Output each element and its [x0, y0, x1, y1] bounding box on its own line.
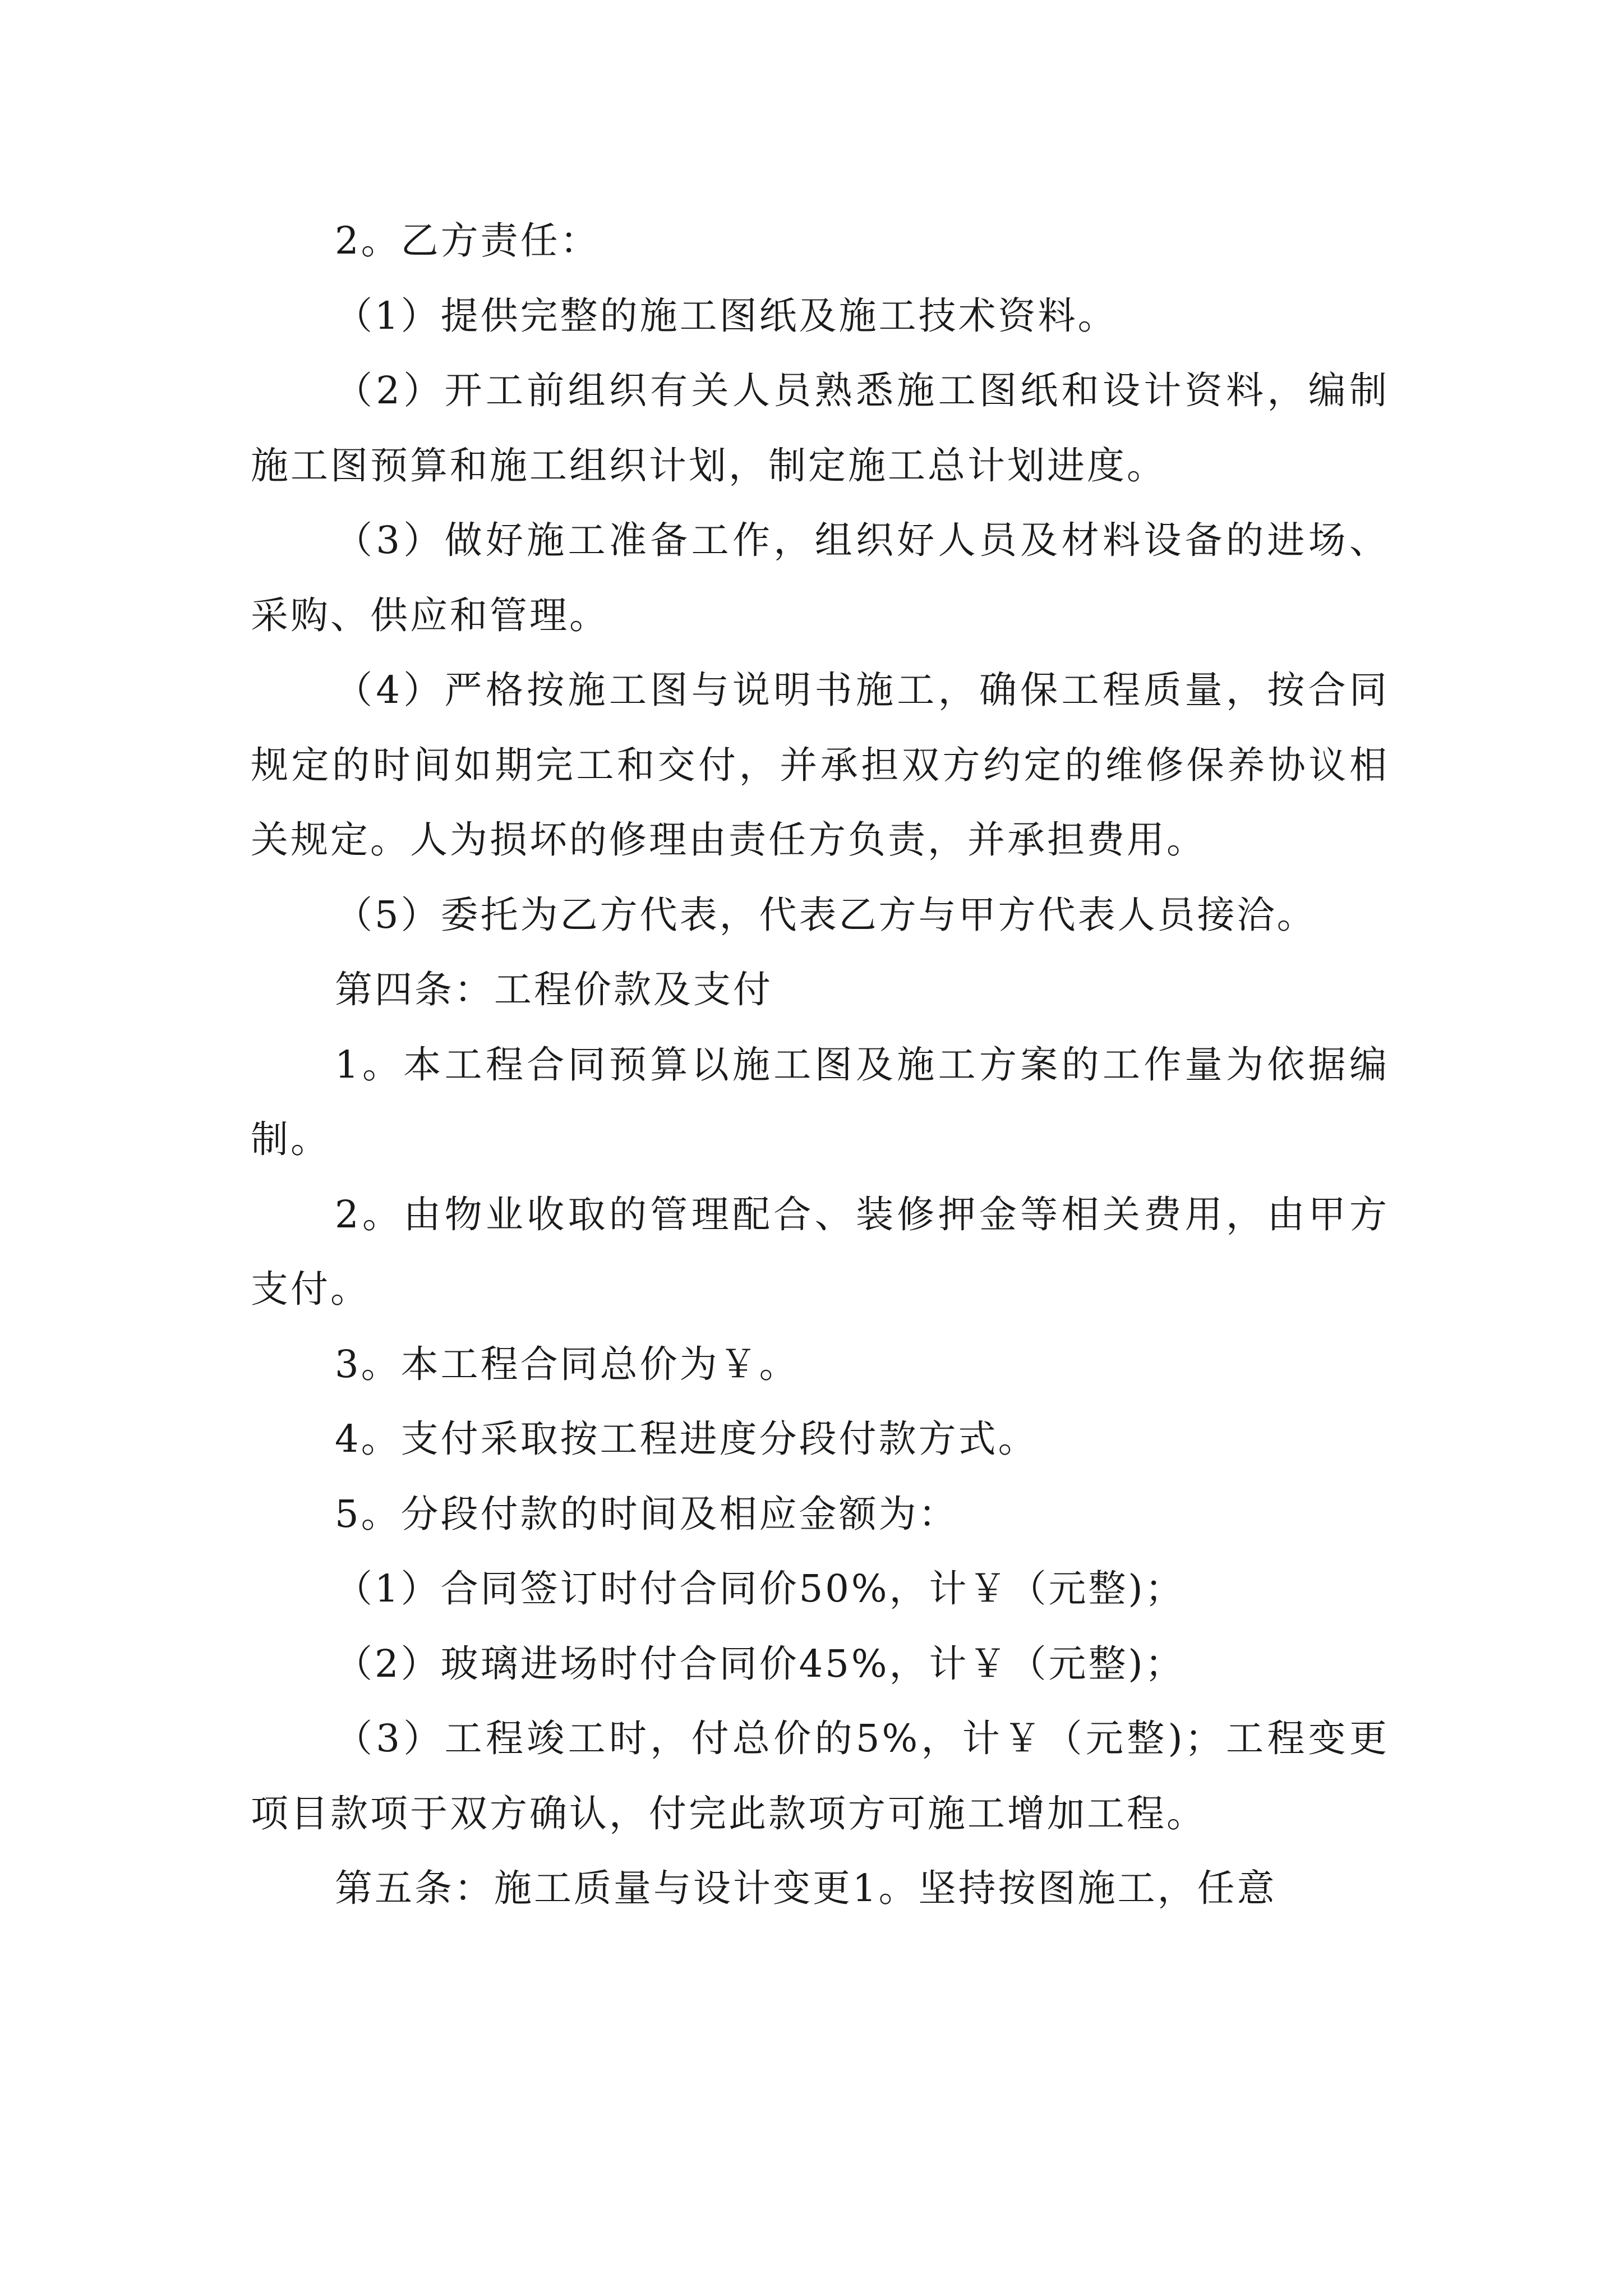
paragraph-item-5: （5）委托为乙方代表，代表乙方与甲方代表人员接洽。	[335, 892, 1317, 937]
paragraph-item-4: （4）严格按施工图与说明书施工，确保工程质量，按合同规定的时间如期完工和交付，并承担双方约定的维修保养协议相关规定。人为损坏的修理由责任方负责，并承担费用。	[251, 668, 1389, 862]
paragraph-property-fees: 2。由物业收取的管理配合、装修押金等相关费用，由甲方支付。	[251, 1192, 1389, 1311]
section-heading-article-4: 第四条：工程价款及支付	[335, 968, 773, 1011]
paragraph-payment-schedule: 5。分段付款的时间及相应金额为：	[335, 1492, 958, 1536]
paragraph-payment-2: （2）玻璃进场时付合同价45%，计￥（元整)；	[335, 1641, 1185, 1686]
paragraph-payment-1: （1）合同签订时付合同价50%，计￥（元整)；	[335, 1567, 1185, 1611]
section-heading-article-5: 第五条：施工质量与设计变更1。坚持按图施工，任意	[335, 1866, 1277, 1910]
paragraph-budget-basis: 1。本工程合同预算以施工图及施工方案的工作量为依据编制。	[251, 1042, 1389, 1161]
document-body	[251, 204, 1389, 1926]
paragraph-item-3: （3）做好施工准备工作，组织好人员及材料设备的进场、采购、供应和管理。	[251, 518, 1389, 637]
paragraph-payment-3: （3）工程竣工时，付总价的5%，计￥（元整)；工程变更项目款项于双方确认，付完此款项方可施工增加工程。	[251, 1717, 1389, 1835]
paragraph-item-1: （1）提供完整的施工图纸及施工技术资料。	[335, 293, 1118, 338]
paragraph-item-2: （2）开工前组织有关人员熟悉施工图纸和设计资料，编制施工图预算和施工组织计划，制定施工总计划进度。	[251, 369, 1389, 487]
paragraph-total-price: 3。本工程合同总价为￥。	[335, 1342, 799, 1386]
paragraph-payment-method: 4。支付采取按工程进度分段付款方式。	[335, 1417, 1038, 1461]
paragraph-party-b-responsibility: 2。乙方责任：	[335, 219, 600, 263]
